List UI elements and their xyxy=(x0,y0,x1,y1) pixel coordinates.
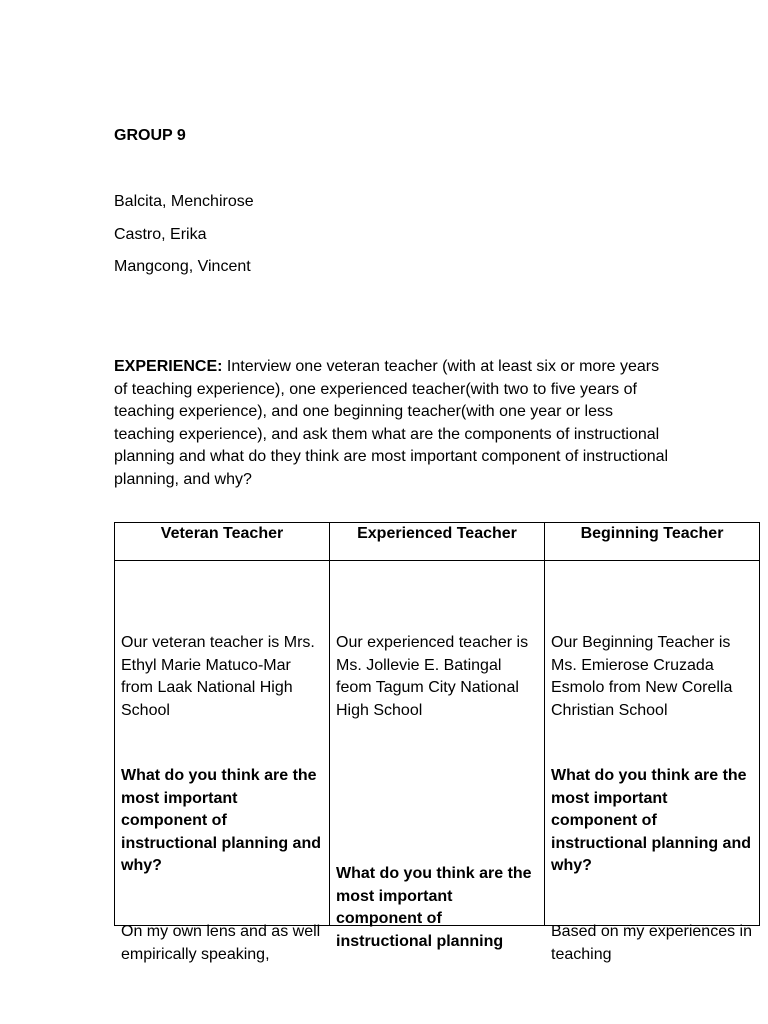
member-name: Castro, Erika xyxy=(114,226,207,243)
interview-answer: On my own lens and as well empirically speaking, xyxy=(121,923,321,963)
experienced-teacher-cell xyxy=(330,561,545,950)
interview-question: What do you think are the most important component of instructional planning and why? xyxy=(121,767,321,874)
header-veteran-teacher: Veteran Teacher xyxy=(115,523,330,561)
beginning-teacher-cell xyxy=(545,561,760,963)
teacher-intro: Our Beginning Teacher is Ms. Emierose Cruzada Esmolo from New Corella Christian School xyxy=(551,634,733,719)
member-name: Mangcong, Vincent xyxy=(114,258,251,275)
member-name: Balcita, Menchirose xyxy=(114,193,254,210)
experience-label: EXPERIENCE: xyxy=(114,358,223,375)
interview-answer: Based on my experiences in teaching xyxy=(551,923,752,963)
experience-instructions xyxy=(114,356,674,491)
group-title: GROUP 9 xyxy=(114,127,186,144)
interview-question: What do you think are the most important component of instructional planning xyxy=(336,865,532,950)
teacher-interview-table xyxy=(114,522,760,963)
experience-text: Interview one veteran teacher (with at least six or more years of teaching experience), one experienced teacher(with two to five years of teaching experience), and one beginning teacher(with one year or less teaching experience), and ask them what are the components of instructional planning and what do they think are most important component of instructional planning, and why? xyxy=(114,358,669,488)
veteran-teacher-cell xyxy=(115,561,330,963)
table-row xyxy=(115,561,760,926)
header-experienced-teacher: Experienced Teacher xyxy=(330,523,545,561)
interview-question: What do you think are the most important component of instructional planning and why? xyxy=(551,767,751,874)
teacher-intro: Our experienced teacher is Ms. Jollevie E. Batingal feom Tagum City National High School xyxy=(336,634,529,719)
teacher-intro: Our veteran teacher is Mrs. Ethyl Marie Matuco-Mar from Laak National High School xyxy=(121,634,315,719)
header-beginning-teacher: Beginning Teacher xyxy=(545,523,760,561)
table-header-row xyxy=(115,523,760,561)
